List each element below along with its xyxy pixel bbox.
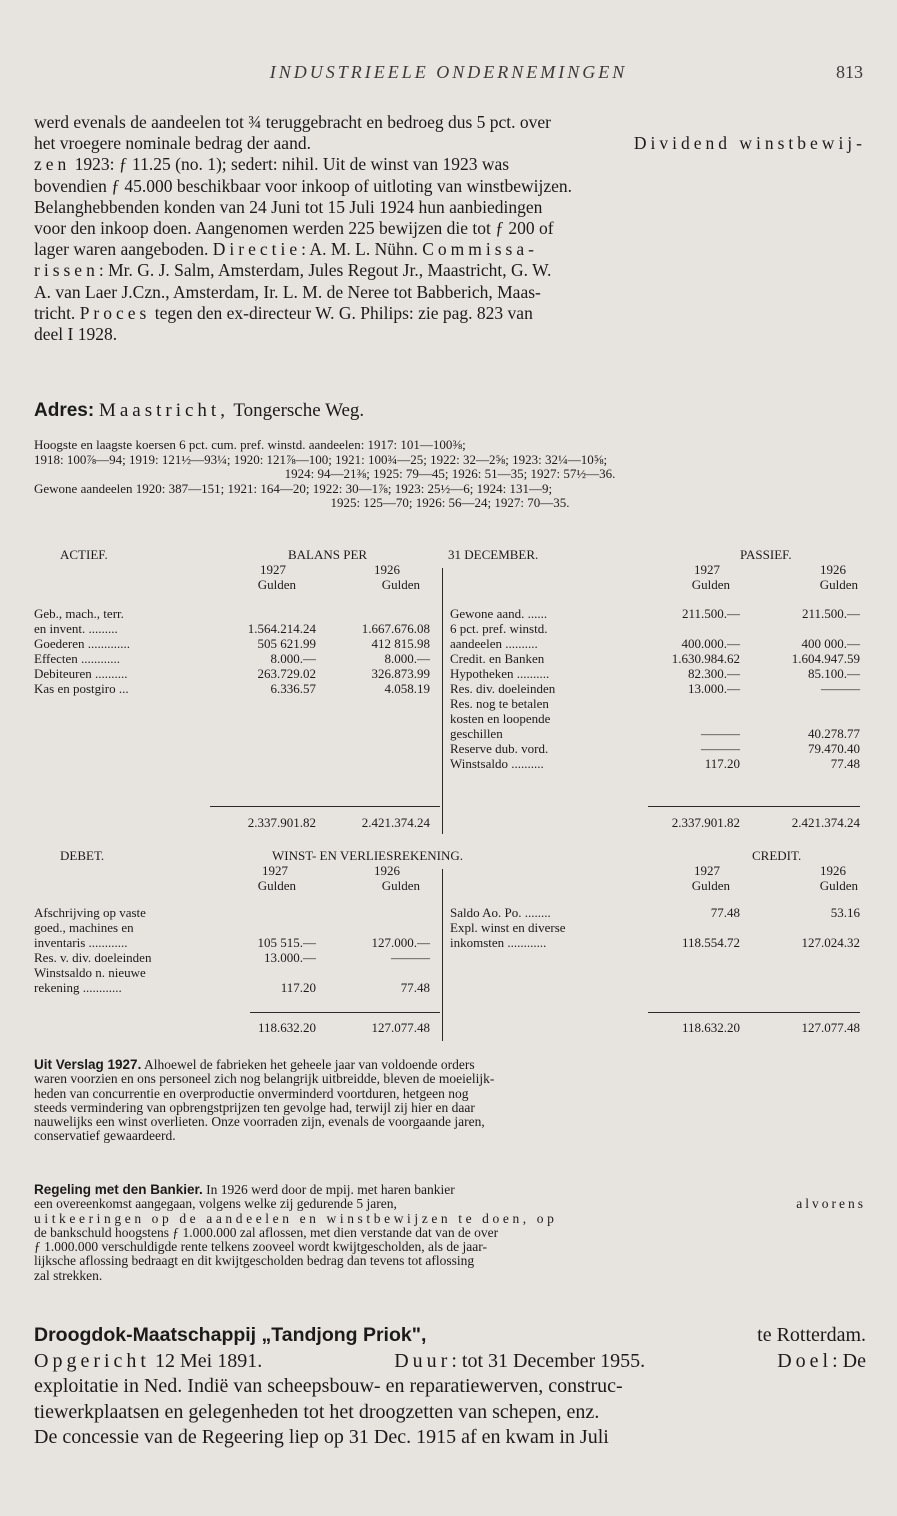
total-value: 118.632.20 — [257, 1020, 316, 1035]
company-line: tiewerkplaatsen en gelegenheden tot het droogzetten van schepen, enz. — [34, 1400, 600, 1423]
value-1927: 211.500.— — [681, 606, 740, 621]
currency-heading: Gulden — [381, 577, 420, 592]
running-title: INDUSTRIEELE ONDERNEMINGEN — [269, 62, 628, 82]
value-1926: 79.470.40 — [808, 741, 860, 756]
value-1927: 118.554.72 — [681, 935, 740, 950]
value-1926: 53.16 — [830, 905, 860, 920]
value-1926: 77.48 — [400, 980, 430, 995]
total-value: 2.337.901.82 — [671, 815, 740, 830]
year-heading: 1927 — [262, 863, 288, 878]
verslag-label: Uit Verslag 1927. — [34, 1057, 142, 1072]
verslag-section — [34, 1058, 866, 1144]
row-label: Credit. en Banken — [450, 651, 545, 666]
value-1926: 127.000.— — [371, 935, 430, 950]
proces-label: Proces — [79, 302, 151, 323]
value-1926: ——— — [391, 950, 430, 965]
year-heading: 1926 — [374, 562, 400, 577]
total-rule — [648, 1012, 860, 1013]
balance-title-date: 31 DECEMBER. — [448, 547, 539, 562]
intro-line: Belanghebbenden konden van 24 Juni tot 15 Juli 1924 hun aanbiedingen — [34, 196, 543, 217]
opgericht-label: Opgericht — [34, 1349, 150, 1372]
profit-loss-title: WINST- EN VERLIESREKENING. — [272, 848, 464, 863]
verslag-line: steeds vermindering van opbrengstprijzen ten gevolge had, terwijl zij hier en daar — [34, 1099, 475, 1115]
row-label: Goederen ............. — [34, 636, 131, 651]
value-1926: 85.100.— — [808, 666, 860, 681]
value-1927: 1.564.214.24 — [247, 621, 316, 636]
value-1927: 263.729.02 — [257, 666, 316, 681]
currency-heading: Gulden — [691, 878, 730, 893]
value-1927: ——— — [701, 726, 740, 741]
debet-heading: DEBET. — [60, 848, 105, 863]
address-line — [34, 400, 866, 421]
currency-heading: Gulden — [819, 577, 858, 592]
company-place: te Rotterdam. — [757, 1324, 866, 1346]
intro-line: lager waren aangeboden. Directie: A. M. L. Nühn. Commissa- — [34, 239, 538, 260]
dividend-label: Dividend winstbewij- — [633, 133, 866, 154]
currency-heading: Gulden — [257, 878, 296, 893]
total-value: 2.421.374.24 — [791, 815, 860, 830]
value-1926: 4.058.19 — [384, 681, 430, 696]
regeling-line: zal strekken. — [34, 1267, 103, 1283]
company-line: Opgericht 12 Mei 1891. Duur: tot 31 December 1955. Doel: De — [34, 1349, 866, 1372]
commissarissen-label: Commissa- — [422, 239, 538, 260]
value-1926: 1.667.676.08 — [361, 621, 430, 636]
verslag-line: waren voorzien en ons personeel zich nog belangrijk uitbreidde, bleven de moeielijk- — [34, 1071, 495, 1087]
row-label: Geb., mach., terr. — [34, 606, 124, 621]
row-label: rekening ............ — [34, 980, 122, 995]
actief-heading: ACTIEF. — [60, 547, 108, 562]
company-line: De concessie van de Regeering liep op 31 Dec. 1915 af en kwam in Juli — [34, 1426, 609, 1448]
running-header — [0, 62, 897, 86]
total-rule — [648, 806, 860, 807]
intro-line: werd evenals de aandeelen tot ¾ teruggebracht en bedroeg dus 5 pct. over — [34, 112, 552, 132]
intro-line: rissen: Mr. G. J. Salm, Amsterdam, Jules Regout Jr., Maastricht, G. W. — [34, 260, 552, 281]
total-value: 2.337.901.82 — [247, 815, 316, 830]
verslag-line: heden van concurrentie en overproductie onverminderd voortduren, hetgeen nog — [34, 1085, 469, 1101]
total-value: 127.077.48 — [801, 1020, 860, 1035]
row-label: Effecten ............ — [34, 651, 121, 666]
balance-sheet — [0, 548, 897, 838]
intro-line: voor den inkoop doen. Aangenomen werden 225 bewijzen die tot ƒ 200 of — [34, 218, 554, 239]
regeling-line: een overeenkomst aangegaan, volgens welke zij gedurende 5 jaren, alvorens — [34, 1196, 866, 1212]
year-heading: 1926 — [820, 562, 846, 577]
regeling-line: ƒ 1.000.000 verschuldigde rente telkens zooveel wordt kwijtgescholden, als de jaar- — [34, 1239, 487, 1255]
row-label: en invent. ......... — [34, 621, 118, 636]
row-label: Expl. winst en diverse — [450, 920, 566, 935]
year-heading: 1927 — [694, 863, 720, 878]
doel-label: Doel — [777, 1349, 833, 1372]
credit-heading: CREDIT. — [752, 848, 802, 863]
quotes-line: Hoogste en laagste koersen 6 pct. cum. pref. winstd. aandeelen: 1917: 101—100⅜; — [34, 437, 466, 452]
total-value: 2.421.374.24 — [361, 815, 430, 830]
regeling-label: Regeling met den Bankier. — [34, 1182, 203, 1197]
regeling-line: uitkeeringen op de aandeelen en winstbewijzen te doen, op — [34, 1210, 558, 1226]
regeling-section — [34, 1183, 866, 1283]
duur-label: Duur — [394, 1349, 452, 1372]
currency-heading: Gulden — [819, 878, 858, 893]
value-1926: 412 815.98 — [371, 636, 430, 651]
value-1927: 13.000.— — [688, 681, 740, 696]
row-label: Gewone aand. ...... — [450, 606, 548, 621]
quotes-line: 1925: 125—70; 1926: 56—24; 1927: 70—35. — [330, 495, 570, 511]
value-1927: 117.20 — [280, 980, 316, 995]
intro-paragraph — [34, 112, 866, 345]
row-label: kosten en loopende — [450, 711, 551, 726]
value-1927: 82.300.— — [688, 666, 740, 681]
value-1927: 117.20 — [704, 756, 740, 771]
value-1927: ——— — [701, 741, 740, 756]
row-label: geschillen — [450, 726, 503, 741]
address-street: Tongersche Weg. — [233, 400, 365, 421]
year-heading: 1927 — [260, 562, 286, 577]
intro-line: A. van Laer J.Czn., Amsterdam, Ir. L. M. de Neree tot Babberich, Maas- — [34, 281, 541, 302]
value-1926: 326.873.99 — [371, 666, 430, 681]
year-heading: 1927 — [694, 562, 720, 577]
value-1926: 40.278.77 — [808, 726, 860, 741]
address-label: Adres: — [34, 400, 95, 421]
year-heading: 1926 — [374, 863, 400, 878]
total-value: 118.632.20 — [681, 1020, 740, 1035]
company-entry — [34, 1323, 866, 1451]
value-1926: 400 000.— — [801, 636, 860, 651]
intro-line: bovendien ƒ 45.000 beschikbaar voor inkoop of uitloting van winstbewijzen. — [34, 175, 573, 196]
intro-line: deel I 1928. — [34, 324, 118, 345]
row-label: Res. div. doeleinden — [450, 681, 556, 696]
regeling-line: lijksche aflossing bedraagt en dit kwijtgescholden bedrag dan tevens tot aflossing — [34, 1253, 475, 1269]
total-rule — [210, 806, 440, 807]
value-1926: 8.000.— — [384, 651, 430, 666]
value-1927: 105 515.— — [257, 935, 316, 950]
row-label: Hypotheken .......... — [450, 666, 550, 681]
value-1927: 77.48 — [710, 905, 740, 920]
row-label: inventaris ............ — [34, 935, 128, 950]
row-label: 6 pct. pref. winstd. — [450, 621, 548, 636]
year-heading: 1926 — [820, 863, 846, 878]
intro-line: het vroegere nominale bedrag der aand. Dividend winstbewij- — [34, 133, 866, 154]
balance-title: BALANS PER — [288, 547, 368, 562]
passief-heading: PASSIEF. — [740, 547, 792, 562]
row-label: goed., machines en — [34, 920, 134, 935]
quotes-line: 1918: 100⅞—94; 1919: 121½—93¼; 1920: 121⅞—100; 1921: 100¾—25; 1922: 32—2⅝; 1923: 32¼—10⅝; — [34, 451, 608, 467]
row-label: Debiteuren .......... — [34, 666, 128, 681]
total-value: 127.077.48 — [371, 1020, 430, 1035]
value-1927: 400.000.— — [681, 636, 740, 651]
quotes-line: Gewone aandeelen 1920: 387—151; 1921: 164—20; 1922: 30—1⅞; 1923: 25½—6; 1924: 131—9; — [34, 480, 553, 496]
quotes-line: 1924: 94—21⅜; 1925: 79—45; 1926: 51—35; 1927: 57½—36. — [284, 466, 616, 482]
row-label: Afschrijving op vaste — [34, 905, 146, 920]
row-label: Kas en postgiro ... — [34, 681, 129, 696]
regeling-line: de bankschuld hoogstens ƒ 1.000.000 zal aflossen, met dien verstande dat van de over — [34, 1224, 499, 1240]
value-1926: 127.024.32 — [801, 935, 860, 950]
intro-line: tricht. Proces tegen den ex-directeur W. G. Philips: zie pag. 823 van — [34, 302, 533, 323]
column-divider — [442, 568, 443, 834]
row-label: Saldo Ao. Po. ........ — [450, 905, 551, 920]
company-heading — [34, 1323, 866, 1349]
row-label: Res. nog te betalen — [450, 696, 549, 711]
company-line: exploitatie in Ned. Indië van scheepsbouw- en reparatiewerven, construc- — [34, 1375, 623, 1397]
intro-line: zen 1923: ƒ 11.25 (no. 1); sedert: nihil. Uit de winst van 1923 was — [34, 154, 510, 175]
currency-heading: Gulden — [257, 577, 296, 592]
value-1926: 211.500.— — [801, 606, 860, 621]
total-rule — [250, 1012, 440, 1013]
row-label: Winstsaldo n. nieuwe — [34, 965, 146, 980]
value-1927: 6.336.57 — [270, 681, 316, 696]
address-city: Maastricht, — [98, 400, 229, 421]
value-1927: 13.000.— — [264, 950, 316, 965]
quotes-block — [34, 438, 866, 511]
page-number: 813 — [836, 62, 863, 82]
company-name: Droogdok-Maatschappij „Tandjong Priok", — [34, 1324, 427, 1346]
value-1926: ——— — [821, 681, 860, 696]
directie-label: Directie — [212, 239, 302, 260]
value-1926: 77.48 — [830, 756, 860, 771]
currency-heading: Gulden — [381, 878, 420, 893]
value-1927: 8.000.— — [270, 651, 316, 666]
value-1927: 1.630.984.62 — [671, 651, 740, 666]
column-divider — [442, 869, 443, 1041]
row-label: inkomsten ............ — [450, 935, 547, 950]
row-label: Winstsaldo .......... — [450, 756, 544, 771]
currency-heading: Gulden — [691, 577, 730, 592]
row-label: Res. v. div. doeleinden — [34, 950, 152, 965]
regeling-line: Regeling met den Bankier. In 1926 werd door de mpij. met haren bankier — [34, 1182, 455, 1197]
verslag-line: nauwelijks een winst overlieten. Onze voorraden zijn, evenals de voorgaande jaren, — [34, 1114, 485, 1130]
row-label: aandeelen .......... — [450, 636, 538, 651]
verslag-line: conservatief gewaardeerd. — [34, 1128, 176, 1144]
row-label: Reserve dub. vord. — [450, 741, 549, 756]
value-1926: 1.604.947.59 — [791, 651, 860, 666]
verslag-line: Uit Verslag 1927. Alhoewel de fabrieken het geheele jaar van voldoende orders — [34, 1057, 475, 1072]
value-1927: 505 621.99 — [257, 636, 316, 651]
profit-loss-account — [0, 849, 897, 1045]
